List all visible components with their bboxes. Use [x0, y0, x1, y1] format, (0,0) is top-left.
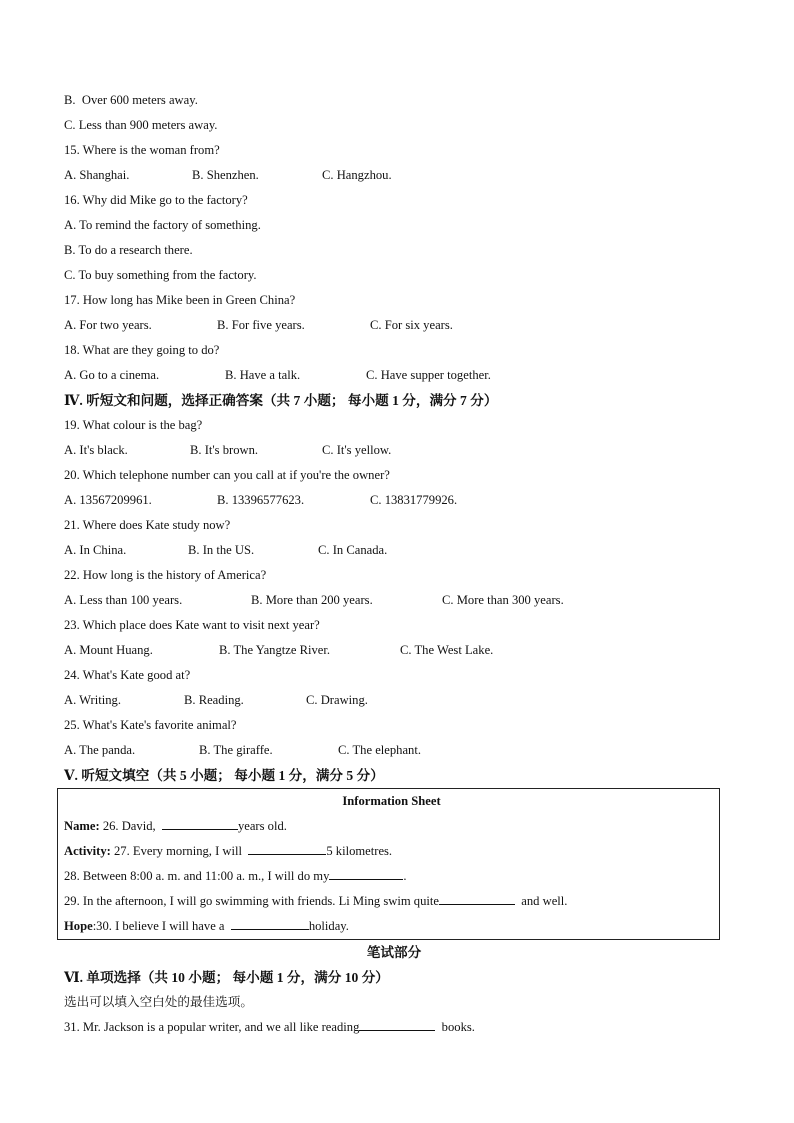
answer-blank-30[interactable]: [231, 917, 309, 930]
section-6-heading: Ⅵ. 单项选择（共 10 小题； 每小题 1 分，满分 10 分）: [64, 970, 389, 985]
answer-blank-28[interactable]: [329, 867, 403, 880]
options-row: A. Writing. B. Reading. C. Drawing.: [64, 693, 368, 707]
options-row: A. Less than 100 years. B. More than 200 years. C. More than 300 years.: [64, 593, 564, 607]
answer-blank-27[interactable]: [248, 842, 326, 855]
question-23: 23. Which place does Kate want to visit next year?: [64, 618, 320, 632]
question-24: 24. What's Kate good at?: [64, 668, 191, 682]
question-20: 20. Which telephone number can you call at if you're the owner?: [64, 468, 390, 482]
option-line: B. Over 600 meters away.: [64, 93, 198, 107]
section-4-heading: Ⅳ. 听短文和问题，选择正确答案（共 7 小题； 每小题 1 分，满分 7 分）: [64, 393, 498, 408]
information-sheet-title: Information Sheet: [342, 794, 441, 808]
answer-blank-31[interactable]: [359, 1018, 435, 1031]
option-line: A. To remind the factory of something.: [64, 218, 261, 232]
section-5-heading: Ⅴ. 听短文填空（共 5 小题； 每小题 1 分，满分 5 分）: [64, 768, 384, 783]
info-line-hope: Hope:30. I believe I will have a holiday.: [64, 919, 349, 933]
question-15: 15. Where is the woman from?: [64, 143, 220, 157]
question-17: 17. How long has Mike been in Green China?: [64, 293, 296, 307]
options-row: A. The panda. B. The giraffe. C. The elephant.: [64, 743, 422, 757]
info-line-29: 29. In the afternoon, I will go swimming with friends. Li Ming swim quite and well.: [64, 894, 568, 908]
options-row: A. 13567209961. B. 13396577623. C. 13831779926.: [64, 493, 458, 507]
options-row: A. Shanghai. B. Shenzhen. C. Hangzhou.: [64, 168, 392, 182]
question-25: 25. What's Kate's favorite animal?: [64, 718, 237, 732]
options-row: A. It's black. B. It's brown. C. It's yellow.: [64, 443, 392, 457]
answer-blank-26[interactable]: [162, 817, 238, 830]
question-19: 19. What colour is the bag?: [64, 418, 203, 432]
options-row: A. Mount Huang. B. The Yangtze River. C. The West Lake.: [64, 643, 494, 657]
question-22: 22. How long is the history of America?: [64, 568, 267, 582]
option-line: B. To do a research there.: [64, 243, 193, 257]
exam-page: [64, 88, 724, 1040]
question-31: 31. Mr. Jackson is a popular writer, and we all like reading books.: [64, 1020, 475, 1034]
option-line: C. Less than 900 meters away.: [64, 118, 218, 132]
question-18: 18. What are they going to do?: [64, 343, 220, 357]
info-line-activity: Activity: 27. Every morning, I will 5 kilometres.: [64, 844, 393, 858]
info-line-28: 28. Between 8:00 a. m. and 11:00 a. m., I will do my .: [64, 869, 407, 883]
answer-blank-29[interactable]: [439, 892, 515, 905]
option-line: C. To buy something from the factory.: [64, 268, 257, 282]
info-line-name: Name: 26. David, years old.: [64, 819, 287, 833]
options-row: A. For two years. B. For five years. C. For six years.: [64, 318, 453, 332]
options-row: A. In China. B. In the US. C. In Canada.: [64, 543, 388, 557]
information-sheet-box: [57, 788, 720, 940]
question-21: 21. Where does Kate study now?: [64, 518, 231, 532]
section-6-instruction: 选出可以填入空白处的最佳选项。: [64, 995, 253, 1009]
options-row: A. Go to a cinema. B. Have a talk. C. Have supper together.: [64, 368, 491, 382]
written-part-heading: 笔试部分: [366, 945, 422, 960]
question-16: 16. Why did Mike go to the factory?: [64, 193, 248, 207]
